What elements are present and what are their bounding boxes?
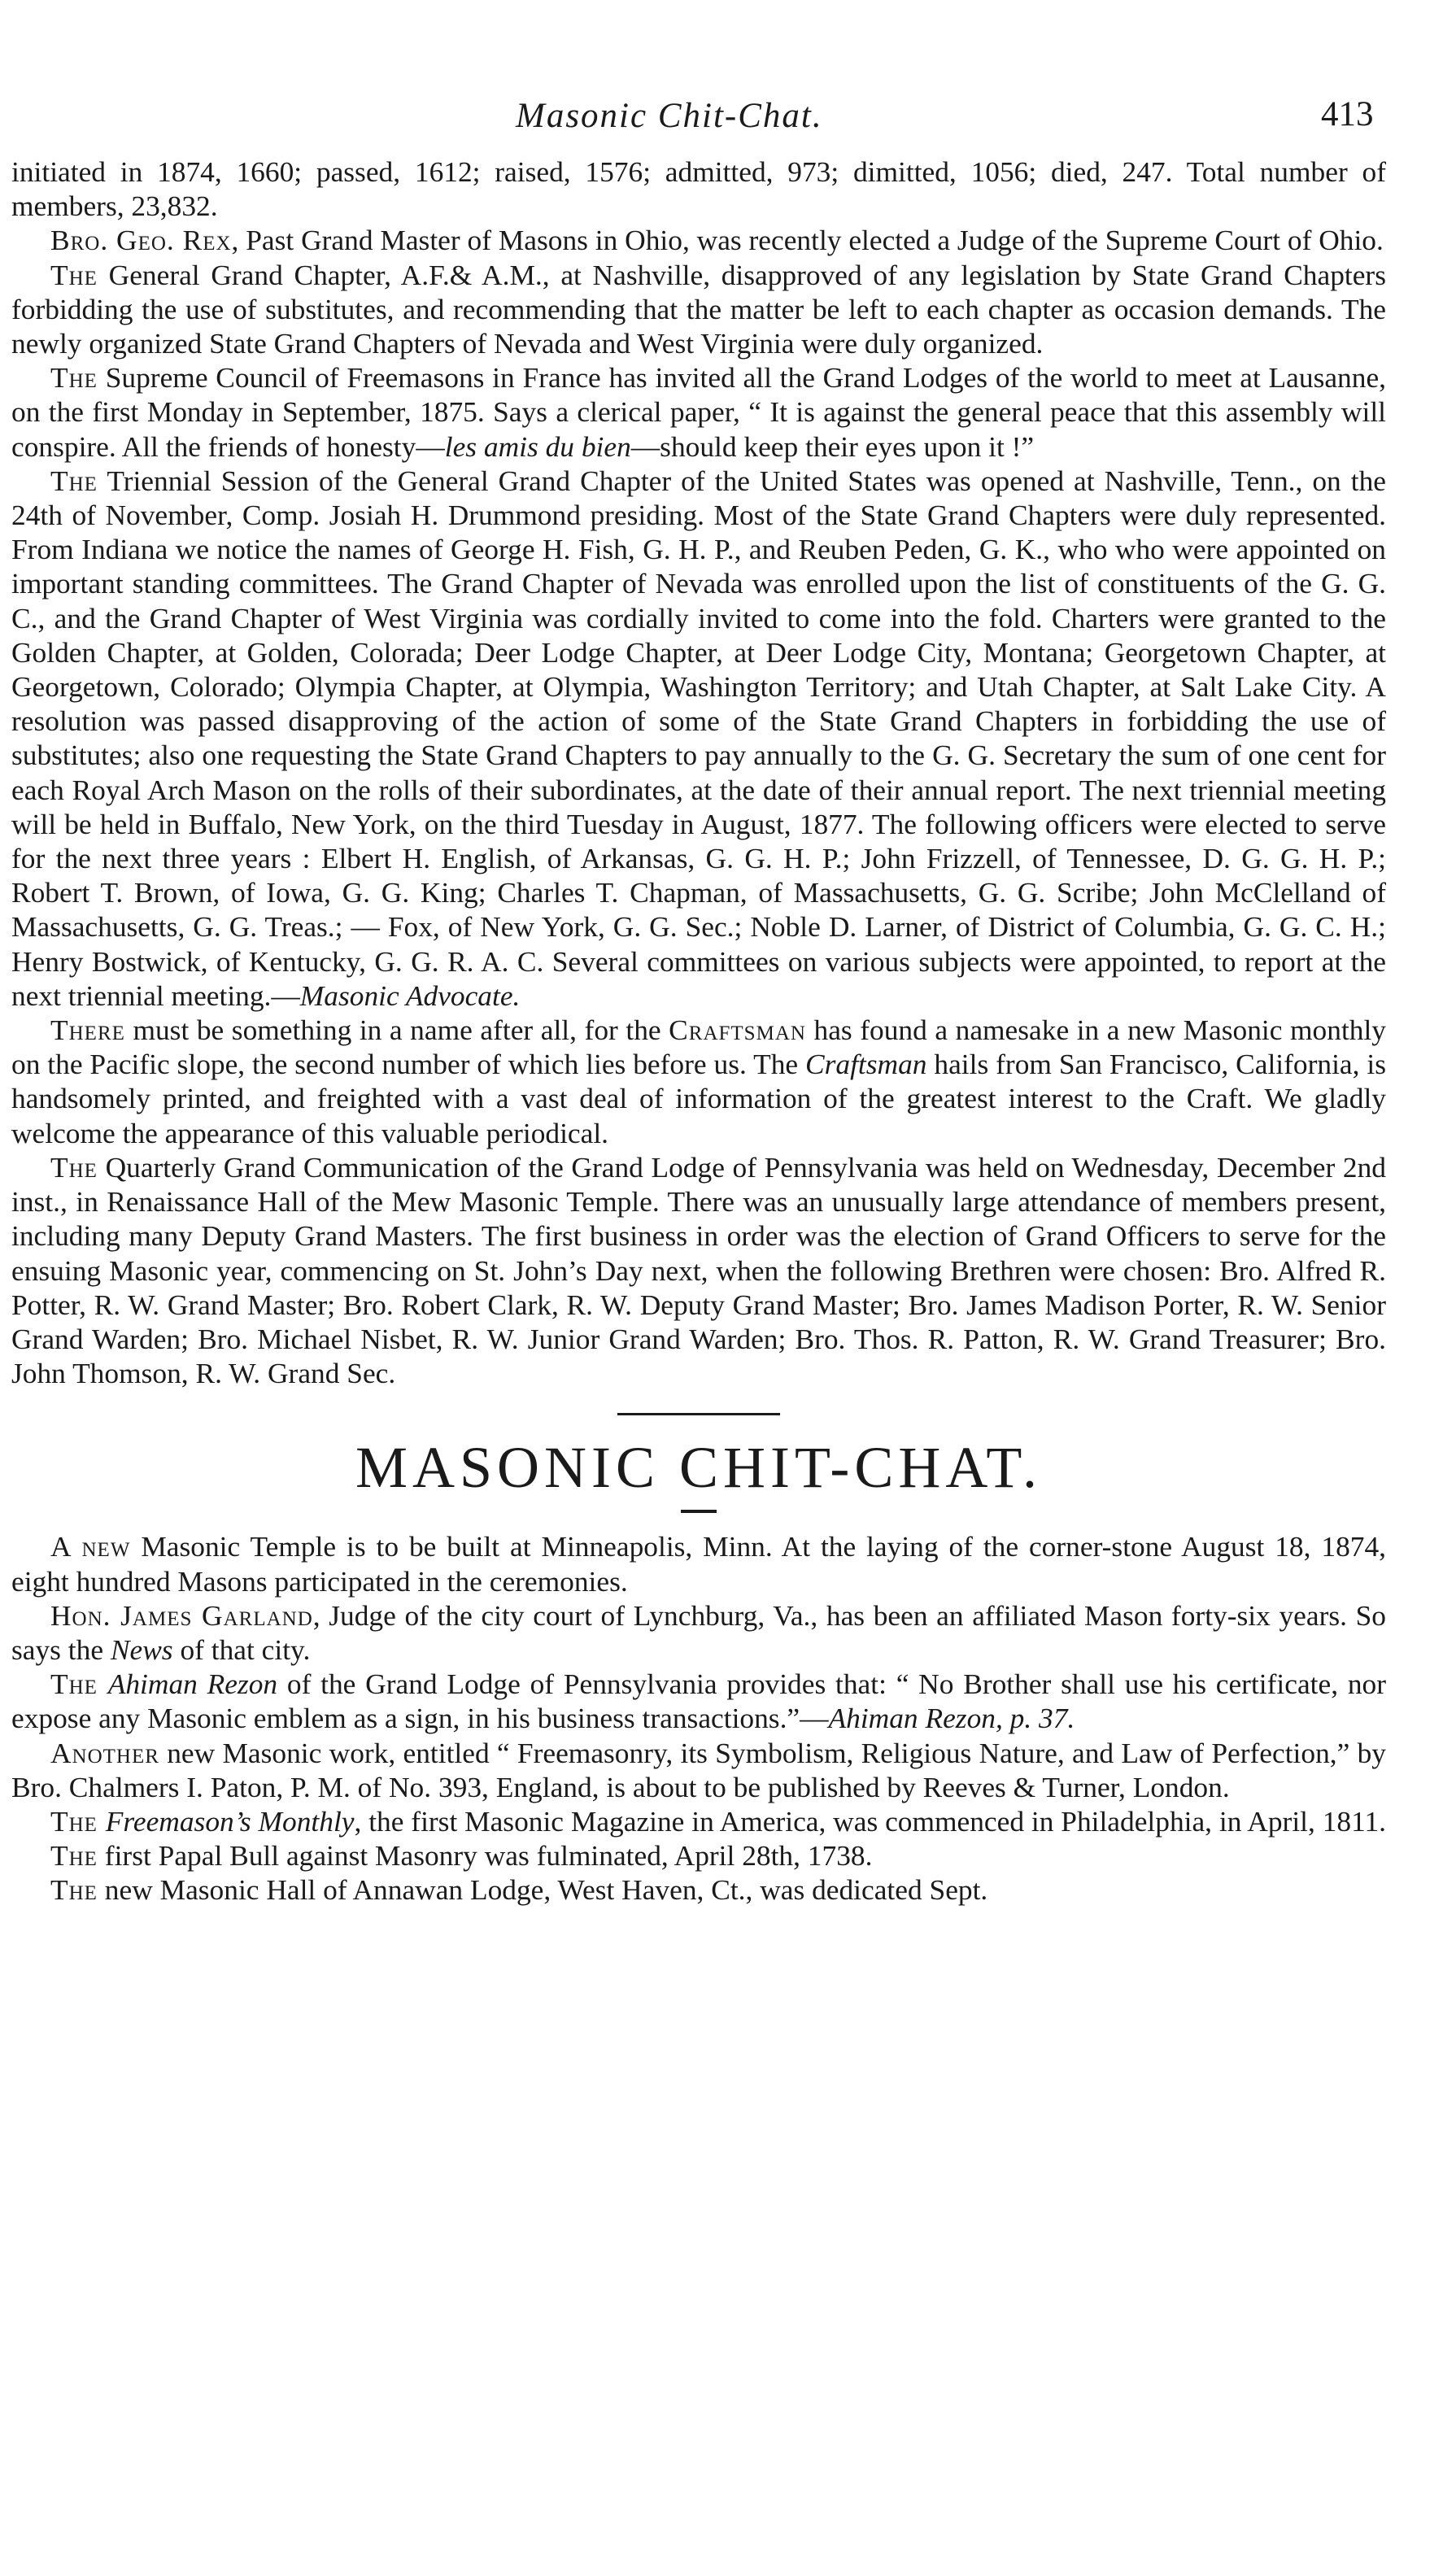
- paragraph-lead: The: [50, 1150, 98, 1184]
- paragraph-new-masonic-work: [11, 1736, 1386, 1804]
- paragraph-lead: The: [50, 1804, 106, 1838]
- paragraph-text-end: of that city.: [172, 1633, 311, 1666]
- periodical-title: Craftsman: [805, 1048, 927, 1081]
- periodical-name: Craftsman: [669, 1014, 806, 1047]
- paragraph-papal-bull: [11, 1838, 1386, 1873]
- paragraph-lead: The: [50, 464, 98, 497]
- paragraph-text: Masonic Temple is to be built at Minneapolis, Minn. At the laying of the corner-stone August 18, 1874, eight hundred Masons participated in the ceremonies.: [11, 1530, 1387, 1598]
- paragraph-lead: The: [50, 361, 98, 395]
- section-heading-underline: [681, 1510, 717, 1513]
- paragraph-lead: The: [50, 1839, 98, 1873]
- page-number: 413: [1321, 95, 1374, 133]
- paragraph-text-end: hails from San Francisco, California, is handsomely printed, and freighted with a vast deal of information of the greatest interest to the Craft. We gladly welcome the appearance of this valuable periodical.: [11, 1048, 1387, 1149]
- paragraph-lead: The: [50, 1873, 98, 1907]
- article-body: [11, 155, 1386, 1907]
- paragraph-text: General Grand Chapter, A.F.& A.M., at Nashville, disapproved of any legislation by State Grand Chapters forbidding the use of substitutes, and recommending that the matter be left to each chapter as occasion demands. The newly organized State Grand Chapters of Nevada and West Virginia were duly organized.: [11, 258, 1386, 360]
- paragraph-minneapolis-temple: [11, 1529, 1386, 1598]
- paragraph-text: , Judge of the city court of Lynchburg, Va., has been an affiliated Mason forty-six years. So says the: [11, 1598, 1386, 1666]
- french-phrase: les amis du bien: [444, 429, 631, 463]
- section-divider-rule: [617, 1413, 780, 1415]
- paragraph-text: new Masonic work, entitled “ Freemasonry, its Symbolism, Religious Nature, and Law of Perfection,” by Bro. Chalmers I. Paton, P. M. of No. 393, England, is about to be published by Reeves & Turner, London.: [11, 1736, 1386, 1803]
- paragraph-lead: Another: [50, 1736, 159, 1769]
- paragraph-text: first Papal Bull against Masonry was fulminated, April 28th, 1738.: [97, 1839, 873, 1873]
- paragraph-text: , the first Masonic Magazine in America, was commenced in Philadelphia, in April, 1811.: [354, 1804, 1387, 1838]
- paragraph-text: Triennial Session of the General Grand Chapter of the United States was opened at Nashville, Tenn., on the 24th of November, Comp. Josiah H. Drummond presiding. Most of the State Grand Chapters were duly represented. From Indiana we notice the names of George H. Fish, G. H. P., and Reuben Peden, G. K., who who were appointed on important standing committees. The Grand Chapter of Nevada was enrolled upon the list of constituents of the G. G. C., and the Grand Chapter of West Virginia was cordially invited to come into the fold. Charters were granted to the Golden Chapter, at Golden, Colorada; Deer Lodge Chapter, at Deer Lodge City, Montana; Georgetown Chapter, at Georgetown, Colorado; Olympia Chapter, at Olympia, Washington Territory; and Utah Chapter, at Salt Lake City. A resolution was passed disapproving of the action of some of the State Grand Chapters in forbidding the use of substitutes; also one requesting the State Grand Chapters to pay annually to the G. G. Secretary the sum of one cent for each Royal Arch Mason on the rolls of their subordinates, at the date of their annual report. The next triennial meeting will be held in Buffalo, New York, on the third Tuesday in August, 1877. The following officers were elected to serve for the next three years : Elbert H. English, of Arkansas, G. G. H. P.; John Frizzell, of Tennessee, D. G. G. H. P.; Robert T. Brown, of Iowa, G. G. King; Charles T. Chapman, of Massachusetts, G. G. Scribe; John McClelland of Massachusetts, G. G. Treas.; — Fox, of New York, G. G. Sec.; Noble D. Larner, of District of Columbia, G. G. C. H.; Henry Bostwick, of Kentucky, G. G. R. A. C. Several committees on various subjects were appointed, to report at the next triennial meeting.—: [11, 464, 1386, 1012]
- paragraph-text: Quarterly Grand Communication of the Grand Lodge of Pennsylvania was held on Wednesday, December 2nd inst., in Renaissance Hall of the Mew Masonic Temple. There was an unusually large attendance of members present, including many Deputy Grand Masters. The first business in order was the election of Grand Officers to serve for the ensuing Masonic year, commencing on St. John’s Day next, when the following Brethren were chosen: Bro. Alfred R. Potter, R. W. Grand Master; Bro. Robert Clark, R. W. Deputy Grand Master; Bro. James Madison Porter, R. W. Senior Grand Warden; Bro. Michael Nisbet, R. W. Junior Grand Warden; Bro. Thos. R. Patton, R. W. Grand Treasurer; Bro. John Thomson, R. W. Grand Sec.: [11, 1150, 1386, 1390]
- paragraph-bro-rex: [11, 223, 1386, 257]
- paragraph-text: initiated in 1874, 1660; passed, 1612; raised, 1576; admitted, 973; dimitted, 1056; died, 247. Total number of members, 23,832.: [11, 155, 1386, 223]
- paragraph-text: new Masonic Hall of Annawan Lodge, West Haven, Ct., was dedicated Sept.: [97, 1873, 988, 1907]
- paragraph-text: of the Grand Lodge of Pennsylvania provides that: “ No Brother shall use his certificate, nor expose any Masonic emblem as a sign, in his business transactions.”—: [11, 1668, 1387, 1735]
- book-title: Ahiman Rezon: [107, 1668, 278, 1701]
- paragraph-ahiman-rezon: [11, 1667, 1386, 1735]
- paragraph-james-garland: [11, 1598, 1386, 1667]
- magazine-title: Freemason’s Monthly: [105, 1804, 355, 1838]
- newspaper-title: News: [110, 1633, 173, 1666]
- paragraph-text: Supreme Council of Freemasons in France has invited all the Grand Lodges of the world to meet at Lausanne, on the first Monday in September, 1875. Says a clerical paper, “ It is against the general peace that this assembly will conspire. All the friends of honesty—: [11, 361, 1386, 463]
- paragraph-supreme-council: [11, 360, 1386, 464]
- paragraph-text: , Past Grand Master of Masons in Ohio, was recently elected a Judge of the Supreme Court of Ohio.: [231, 224, 1384, 257]
- paragraph-text: must be something in a name after all, for the: [124, 1014, 669, 1047]
- paragraph-lead: The: [50, 1668, 108, 1701]
- running-head: [11, 0, 1386, 155]
- paragraph-freemasons-monthly: [11, 1804, 1386, 1838]
- paragraph-triennial-session: [11, 464, 1386, 1013]
- paragraph-text: has found a namesake in a new Masonic monthly on the Pacific slope, the second number of which lies before us. The: [11, 1014, 1387, 1081]
- paragraph-lead: There: [50, 1014, 125, 1047]
- paragraph-lead: The: [50, 258, 98, 291]
- paragraph-lead: Hon. James Garland: [50, 1598, 313, 1632]
- paragraph-lead: Bro. Geo. Rex: [50, 224, 232, 257]
- paragraph-lead: A new: [50, 1530, 131, 1563]
- paragraph-annawan-lodge: [11, 1873, 1386, 1907]
- paragraph-general-grand-chapter: [11, 258, 1386, 361]
- book-page: [11, 0, 1386, 1907]
- source-citation: Ahiman Rezon, p. 37.: [828, 1702, 1075, 1735]
- section-heading: MASONIC CHIT-CHAT.: [355, 1435, 1043, 1501]
- paragraph-craftsman: [11, 1013, 1386, 1150]
- source-citation: Masonic Advocate.: [299, 979, 521, 1012]
- paragraph-statistics: [11, 155, 1386, 223]
- running-title: Masonic Chit-Chat.: [516, 97, 823, 135]
- paragraph-quarterly-communication: [11, 1150, 1386, 1390]
- paragraph-text-end: —should keep their eyes upon it !”: [630, 429, 1035, 463]
